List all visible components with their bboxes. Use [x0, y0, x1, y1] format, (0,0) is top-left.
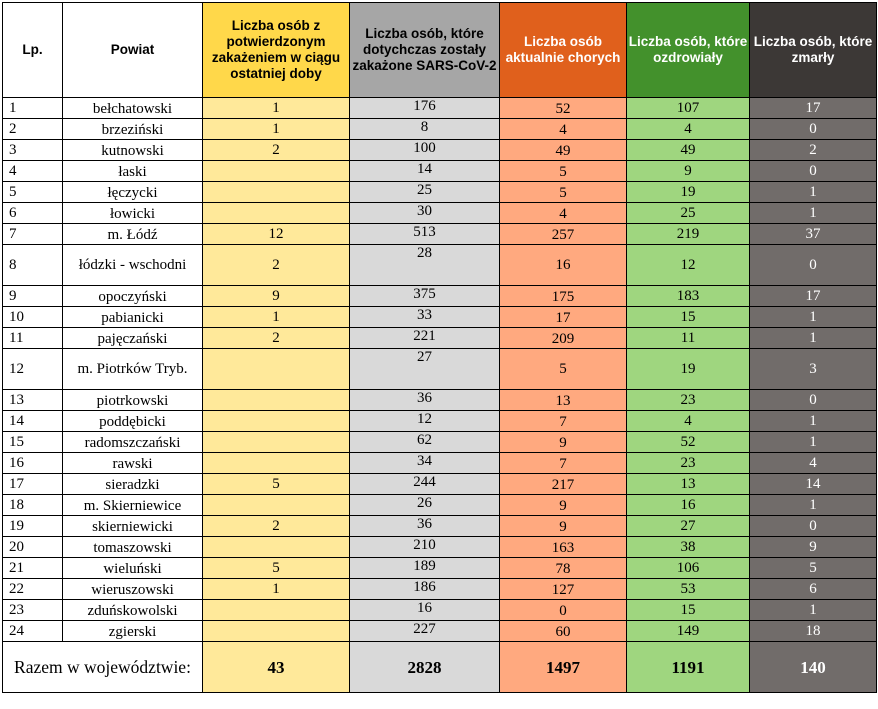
row-new-cases: [203, 453, 350, 474]
row-currently-sick: 17: [500, 307, 627, 328]
row-new-cases: 2: [203, 516, 350, 537]
row-lp: 22: [3, 579, 63, 600]
row-currently-sick: 209: [500, 328, 627, 349]
row-currently-sick: 0: [500, 600, 627, 621]
row-powiat: łaski: [63, 161, 203, 182]
row-powiat: pajęczański: [63, 328, 203, 349]
row-total-cases: 16: [350, 600, 500, 621]
row-total-cases: 227: [350, 621, 500, 642]
row-deaths: 17: [750, 286, 877, 307]
row-powiat: sieradzki: [63, 474, 203, 495]
row-deaths: 0: [750, 516, 877, 537]
row-lp: 4: [3, 161, 63, 182]
row-new-cases: 1: [203, 98, 350, 119]
row-recovered: 106: [627, 558, 750, 579]
row-total-cases: 34: [350, 453, 500, 474]
row-currently-sick: 7: [500, 453, 627, 474]
totals-recovered: 1191: [627, 642, 750, 693]
row-powiat: wieluński: [63, 558, 203, 579]
row-deaths: 3: [750, 349, 877, 390]
row-lp: 7: [3, 224, 63, 245]
row-deaths: 1: [750, 307, 877, 328]
row-total-cases: 244: [350, 474, 500, 495]
row-powiat: brzeziński: [63, 119, 203, 140]
row-new-cases: [203, 495, 350, 516]
table-row: [3, 453, 877, 474]
row-recovered: 25: [627, 203, 750, 224]
header-deaths: Liczba osób, które zmarły: [750, 3, 877, 98]
row-deaths: 9: [750, 537, 877, 558]
row-total-cases: 176: [350, 98, 500, 119]
row-currently-sick: 9: [500, 516, 627, 537]
row-powiat: łódzki - wschodni: [63, 245, 203, 286]
row-currently-sick: 257: [500, 224, 627, 245]
row-currently-sick: 4: [500, 119, 627, 140]
table-body: [3, 98, 877, 642]
row-powiat: radomszczański: [63, 432, 203, 453]
table-row: [3, 203, 877, 224]
table-row: [3, 600, 877, 621]
table-row: [3, 474, 877, 495]
table-row: [3, 98, 877, 119]
row-deaths: 5: [750, 558, 877, 579]
row-total-cases: 30: [350, 203, 500, 224]
row-currently-sick: 5: [500, 182, 627, 203]
row-deaths: 0: [750, 161, 877, 182]
row-total-cases: 62: [350, 432, 500, 453]
row-total-cases: 186: [350, 579, 500, 600]
row-currently-sick: 175: [500, 286, 627, 307]
row-deaths: 2: [750, 140, 877, 161]
row-deaths: 1: [750, 203, 877, 224]
row-lp: 6: [3, 203, 63, 224]
row-recovered: 4: [627, 411, 750, 432]
row-total-cases: 14: [350, 161, 500, 182]
table-row: [3, 119, 877, 140]
table-row: [3, 558, 877, 579]
row-new-cases: 12: [203, 224, 350, 245]
row-total-cases: 8: [350, 119, 500, 140]
row-recovered: 15: [627, 600, 750, 621]
covid-district-table: [2, 2, 877, 693]
row-powiat: rawski: [63, 453, 203, 474]
row-total-cases: 100: [350, 140, 500, 161]
row-total-cases: 25: [350, 182, 500, 203]
row-powiat: m. Piotrków Tryb.: [63, 349, 203, 390]
table-row: [3, 516, 877, 537]
row-currently-sick: 60: [500, 621, 627, 642]
row-new-cases: 2: [203, 328, 350, 349]
row-lp: 8: [3, 245, 63, 286]
row-powiat: kutnowski: [63, 140, 203, 161]
row-total-cases: 36: [350, 516, 500, 537]
table-row: [3, 140, 877, 161]
table-row: [3, 390, 877, 411]
row-lp: 10: [3, 307, 63, 328]
table-row: [3, 286, 877, 307]
row-recovered: 23: [627, 453, 750, 474]
row-currently-sick: 49: [500, 140, 627, 161]
table-row: [3, 537, 877, 558]
header-total-cases: Liczba osób, które dotychczas zostały zakażone SARS-CoV-2: [350, 3, 500, 98]
row-lp: 17: [3, 474, 63, 495]
row-total-cases: 375: [350, 286, 500, 307]
row-deaths: 0: [750, 390, 877, 411]
row-deaths: 14: [750, 474, 877, 495]
totals-row: [3, 642, 877, 693]
row-new-cases: 9: [203, 286, 350, 307]
totals-new-cases: 43: [203, 642, 350, 693]
row-recovered: 149: [627, 621, 750, 642]
row-recovered: 107: [627, 98, 750, 119]
row-new-cases: [203, 537, 350, 558]
header-row: [3, 3, 877, 98]
row-total-cases: 221: [350, 328, 500, 349]
row-recovered: 4: [627, 119, 750, 140]
row-new-cases: 5: [203, 558, 350, 579]
row-lp: 18: [3, 495, 63, 516]
row-lp: 21: [3, 558, 63, 579]
table-row: [3, 579, 877, 600]
row-lp: 12: [3, 349, 63, 390]
row-powiat: m. Łódź: [63, 224, 203, 245]
row-deaths: 4: [750, 453, 877, 474]
header-recovered: Liczba osób, które ozdrowiały: [627, 3, 750, 98]
table-row: [3, 245, 877, 286]
row-total-cases: 12: [350, 411, 500, 432]
row-powiat: zgierski: [63, 621, 203, 642]
row-recovered: 53: [627, 579, 750, 600]
row-deaths: 1: [750, 600, 877, 621]
row-deaths: 0: [750, 119, 877, 140]
row-lp: 15: [3, 432, 63, 453]
row-powiat: łęczycki: [63, 182, 203, 203]
row-deaths: 1: [750, 182, 877, 203]
row-powiat: skierniewicki: [63, 516, 203, 537]
header-currently-sick: Liczba osób aktualnie chorych: [500, 3, 627, 98]
table-row: [3, 349, 877, 390]
row-recovered: 219: [627, 224, 750, 245]
row-recovered: 12: [627, 245, 750, 286]
header-lp: Lp.: [3, 3, 63, 98]
table-row: [3, 307, 877, 328]
row-lp: 16: [3, 453, 63, 474]
row-total-cases: 33: [350, 307, 500, 328]
row-currently-sick: 127: [500, 579, 627, 600]
row-recovered: 49: [627, 140, 750, 161]
row-currently-sick: 16: [500, 245, 627, 286]
row-new-cases: [203, 621, 350, 642]
row-new-cases: 2: [203, 245, 350, 286]
row-total-cases: 210: [350, 537, 500, 558]
totals-deaths: 140: [750, 642, 877, 693]
row-currently-sick: 163: [500, 537, 627, 558]
row-lp: 13: [3, 390, 63, 411]
row-new-cases: [203, 203, 350, 224]
row-deaths: 1: [750, 432, 877, 453]
row-currently-sick: 9: [500, 432, 627, 453]
row-recovered: 13: [627, 474, 750, 495]
row-powiat: piotrkowski: [63, 390, 203, 411]
row-currently-sick: 217: [500, 474, 627, 495]
table-row: [3, 224, 877, 245]
row-lp: 2: [3, 119, 63, 140]
row-new-cases: [203, 161, 350, 182]
row-recovered: 27: [627, 516, 750, 537]
row-new-cases: [203, 432, 350, 453]
table-row: [3, 328, 877, 349]
row-lp: 1: [3, 98, 63, 119]
table-row: [3, 161, 877, 182]
row-currently-sick: 52: [500, 98, 627, 119]
row-recovered: 9: [627, 161, 750, 182]
row-new-cases: [203, 349, 350, 390]
row-powiat: tomaszowski: [63, 537, 203, 558]
totals-currently-sick: 1497: [500, 642, 627, 693]
table-row: [3, 432, 877, 453]
row-new-cases: 1: [203, 579, 350, 600]
row-new-cases: 1: [203, 307, 350, 328]
row-deaths: 17: [750, 98, 877, 119]
row-lp: 24: [3, 621, 63, 642]
row-recovered: 15: [627, 307, 750, 328]
row-new-cases: [203, 390, 350, 411]
row-currently-sick: 7: [500, 411, 627, 432]
row-total-cases: 27: [350, 349, 500, 390]
header-new-cases: Liczba osób z potwierdzonym zakażeniem w ciągu ostatniej doby: [203, 3, 350, 98]
row-powiat: wieruszowski: [63, 579, 203, 600]
row-lp: 9: [3, 286, 63, 307]
row-recovered: 52: [627, 432, 750, 453]
row-powiat: łowicki: [63, 203, 203, 224]
row-lp: 5: [3, 182, 63, 203]
row-new-cases: [203, 600, 350, 621]
totals-label: Razem w województwie:: [3, 642, 203, 693]
row-total-cases: 513: [350, 224, 500, 245]
row-total-cases: 36: [350, 390, 500, 411]
row-powiat: opoczyński: [63, 286, 203, 307]
row-total-cases: 26: [350, 495, 500, 516]
header-powiat: Powiat: [63, 3, 203, 98]
row-deaths: 1: [750, 328, 877, 349]
row-deaths: 18: [750, 621, 877, 642]
row-powiat: zduńskowolski: [63, 600, 203, 621]
row-total-cases: 28: [350, 245, 500, 286]
row-currently-sick: 9: [500, 495, 627, 516]
table-row: [3, 411, 877, 432]
row-lp: 20: [3, 537, 63, 558]
row-new-cases: [203, 182, 350, 203]
row-lp: 14: [3, 411, 63, 432]
row-currently-sick: 5: [500, 349, 627, 390]
row-currently-sick: 5: [500, 161, 627, 182]
row-new-cases: 2: [203, 140, 350, 161]
row-recovered: 38: [627, 537, 750, 558]
row-deaths: 1: [750, 495, 877, 516]
row-recovered: 11: [627, 328, 750, 349]
row-lp: 3: [3, 140, 63, 161]
row-deaths: 6: [750, 579, 877, 600]
row-deaths: 1: [750, 411, 877, 432]
table-row: [3, 621, 877, 642]
totals-total-cases: 2828: [350, 642, 500, 693]
row-new-cases: [203, 411, 350, 432]
row-deaths: 0: [750, 245, 877, 286]
row-powiat: m. Skierniewice: [63, 495, 203, 516]
row-recovered: 23: [627, 390, 750, 411]
row-deaths: 37: [750, 224, 877, 245]
row-lp: 23: [3, 600, 63, 621]
row-powiat: pabianicki: [63, 307, 203, 328]
row-powiat: poddębicki: [63, 411, 203, 432]
row-new-cases: 5: [203, 474, 350, 495]
row-lp: 11: [3, 328, 63, 349]
row-currently-sick: 78: [500, 558, 627, 579]
row-lp: 19: [3, 516, 63, 537]
row-recovered: 19: [627, 182, 750, 203]
row-recovered: 19: [627, 349, 750, 390]
row-recovered: 183: [627, 286, 750, 307]
row-powiat: bełchatowski: [63, 98, 203, 119]
table-row: [3, 182, 877, 203]
row-total-cases: 189: [350, 558, 500, 579]
row-new-cases: 1: [203, 119, 350, 140]
row-recovered: 16: [627, 495, 750, 516]
table-row: [3, 495, 877, 516]
row-currently-sick: 4: [500, 203, 627, 224]
row-currently-sick: 13: [500, 390, 627, 411]
